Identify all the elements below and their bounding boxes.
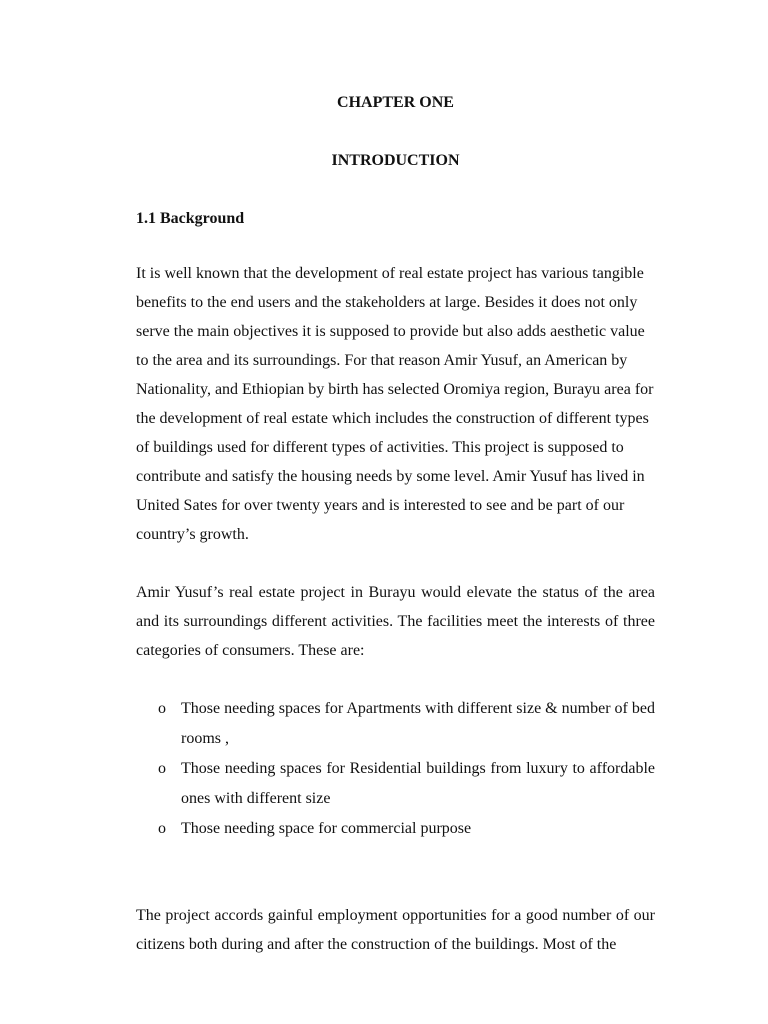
bullet-marker: o [158, 700, 166, 717]
list-item [136, 754, 655, 814]
bullet-marker: o [158, 760, 166, 777]
list-item [136, 694, 655, 754]
bullet-marker: o [158, 820, 166, 837]
paragraph-project-scope: Amir Yusuf’s real estate project in Burayu would elevate the status of the area and its surroundings different activities. The facilities meet the interests of three categories of consumers. These are: [136, 584, 655, 659]
section-title: INTRODUCTION [331, 152, 460, 169]
list-item-text: Those needing space for commercial purpose [181, 820, 472, 837]
list-item-text: Those needing spaces for Apartments with different size & number of bed rooms , [181, 700, 655, 747]
paragraph-employment: The project accords gainful employment opportunities for a good number of our citizens both during and after the construction of the buildings. Most of the [136, 907, 655, 953]
consumer-categories-list [136, 694, 655, 844]
list-item [136, 814, 655, 844]
paragraph-background: It is well known that the development of real estate project has various tangible benefits to the end users and the stakeholders at large. Besides it does not only serve the main objectives it is supposed to provide but also adds aesthetic value to the area and its surroundings. For that reason Amir Yusuf, an American by Nationality, and Ethiopian by birth has selected Oromiya region, Burayu area for the development of real estate which includes the construction of different types of buildings used for different types of activities. This project is supposed to contribute and satisfy the housing needs by some level. Amir Yusuf has lived in United Sates for over twenty years and is interested to see and be part of our country’s growth. [136, 265, 654, 543]
chapter-title: CHAPTER ONE [337, 94, 454, 111]
list-item-text: Those needing spaces for Residential buildings from luxury to affordable ones with different size [181, 760, 655, 807]
subsection-title: 1.1 Background [136, 210, 245, 227]
